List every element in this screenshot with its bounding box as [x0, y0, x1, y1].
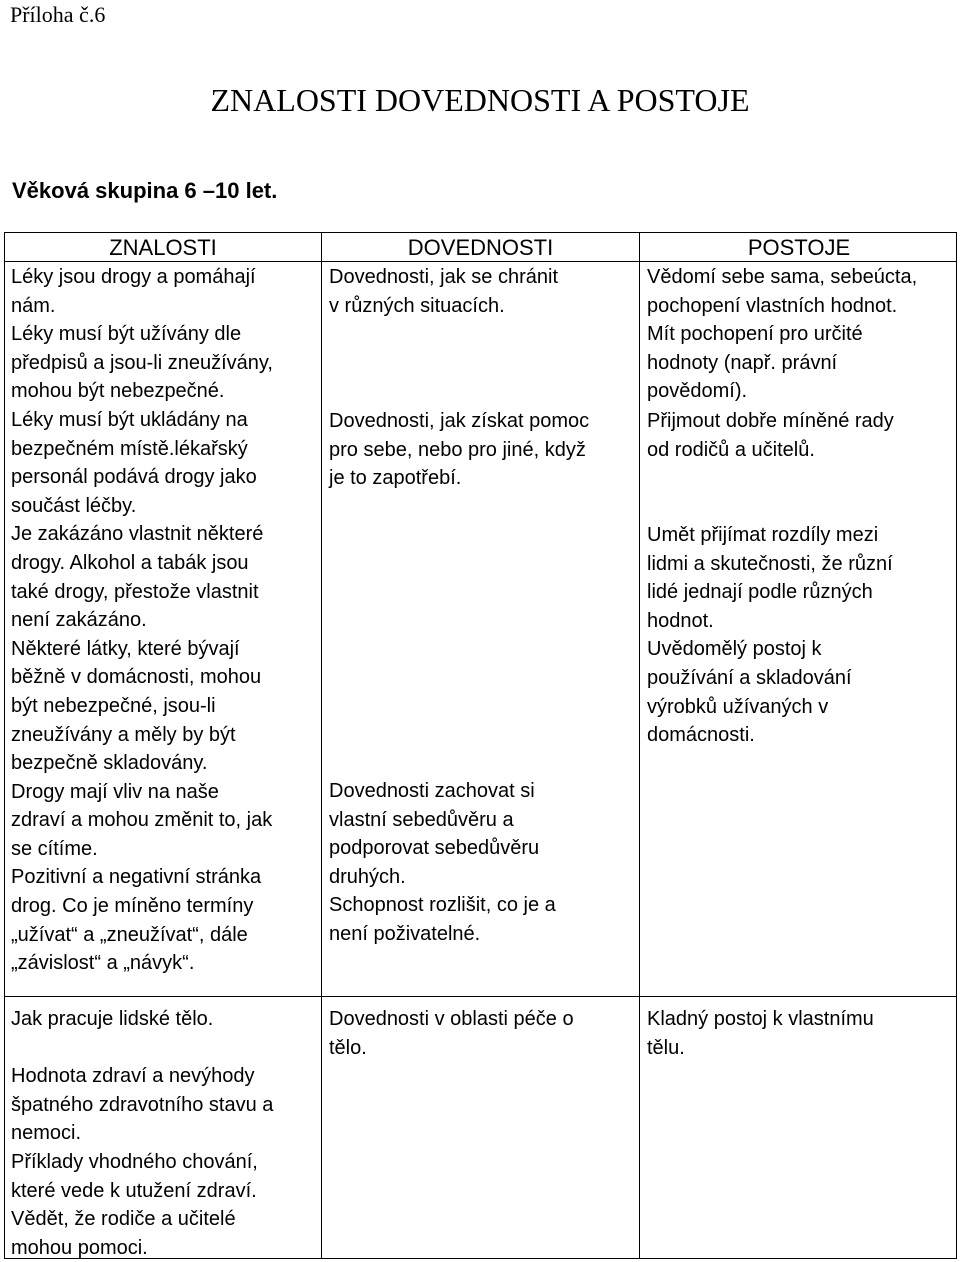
cell-attitudes-2: Kladný postoj k vlastnímu tělu.	[647, 1008, 874, 1059]
cell-attitudes-1b: Přijmout dobře míněné rady od rodičů a učitelů.	[647, 410, 894, 461]
cell-knowledge-2: Jak pracuje lidské tělo. Hodnota zdraví a nevýhody špatného zdravotního stavu a nemoci. Příklady vhodného chování, které vede k utužení zdraví. Vědět, že rodiče a učitelé mohou pomoci.	[11, 1008, 274, 1259]
header-knowledge: ZNALOSTI	[109, 235, 217, 260]
header-attitudes: POSTOJE	[747, 235, 851, 260]
row-divider	[5, 996, 956, 997]
column-divider-1	[321, 233, 322, 1258]
header-divider	[5, 261, 956, 262]
age-group-heading: Věková skupina 6 –10 let.	[12, 178, 278, 203]
cell-knowledge-1: Léky jsou drogy a pomáhají nám. Léky musí být užívány dle předpisů a jsou-li zneužívány, mohou být nebezpečné. Léky musí být ukládány na bezpečném místě.lékařský personál podává drogy jako součást léčby. Je zakázáno vlastnit některé drogy. Alkohol a tabák jsou také drogy, přestože vlastnit není zakázáno. Některé látky, které bývají běžně v domácnosti, mohou být nebezpečné, jsou-li zneužívány a měly by být bezpečně skladovány. Drogy mají vliv na naše zdraví a mohou změnit to, jak se cítíme. Pozitivní a negativní stránka drog. Co je míněno termíny „užívat“ a „zneužívat“, dále „závislost“ a „návyk“.	[11, 266, 273, 975]
cell-skills-2: Dovednosti v oblasti péče o tělo.	[329, 1008, 574, 1059]
cell-attitudes-1c: Umět přijímat rozdíly mezi lidmi a skutečnosti, že různí lidé jednají podle různých hodnot. Uvědomělý postoj k používání a skladování výrobků užívaných v domácnosti.	[647, 524, 893, 747]
page-title: ZNALOSTI DOVEDNOSTI A POSTOJE	[210, 82, 750, 118]
cell-skills-1a: Dovednosti, jak se chránit v různých situacích.	[329, 266, 559, 317]
annex-label: Příloha č.6	[10, 2, 106, 27]
header-skills: DOVEDNOSTI	[407, 235, 554, 260]
cell-skills-1c: Dovednosti zachovat si vlastní sebedůvěru a podporovat sebedůvěru druhých. Schopnost rozlišit, co je a není poživatelné.	[329, 780, 556, 945]
cell-attitudes-1a: Vědomí sebe sama, sebeúcta, pochopení vlastních hodnot. Mít pochopení pro určité hodnoty (např. právní povědomí).	[647, 266, 918, 403]
cell-skills-1b: Dovednosti, jak získat pomoc pro sebe, nebo pro jiné, když je to zapotřebí.	[329, 410, 590, 490]
competency-table	[4, 232, 957, 1259]
column-divider-2	[639, 233, 640, 1258]
